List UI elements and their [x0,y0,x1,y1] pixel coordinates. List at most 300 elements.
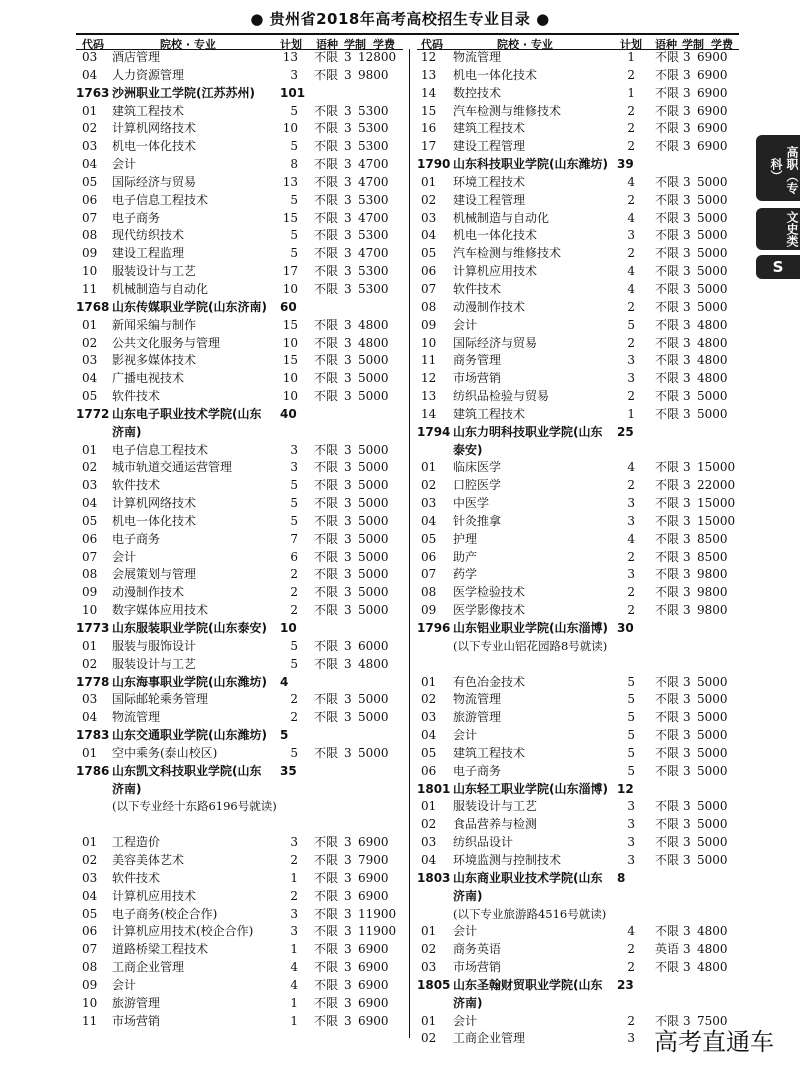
major-name: 市场营销 [453,371,502,386]
major-plan: 2 [290,710,298,725]
major-language: 不限 [314,870,339,885]
major-fee: 5300 [358,228,389,243]
major-name: 医学影像技术 [453,603,526,618]
major-plan: 2 [627,67,635,82]
major-code: 03 [82,353,98,368]
institution-plan: 5 [280,728,289,743]
major-name: 影视多媒体技术 [112,353,197,368]
major-language: 不限 [655,210,680,225]
major-code: 08 [82,960,98,975]
major-name: 公共文化服务与管理 [112,335,221,350]
institution-plan: 25 [617,424,634,439]
major-language: 不限 [314,567,339,582]
major-row [417,745,739,763]
major-name: 商务英语 [453,942,502,957]
major-language: 不限 [314,603,339,618]
major-row [417,674,739,692]
header-lang: 语种 [316,38,338,51]
major-years: 3 [344,228,352,243]
major-row [417,816,739,834]
major-plan: 6 [290,549,298,564]
major-code: 05 [82,389,98,404]
major-row [417,227,739,245]
major-code: 03 [82,870,98,885]
major-fee: 5000 [697,264,728,279]
major-row [76,67,403,85]
major-name: 针灸推拿 [453,513,502,528]
major-row [417,852,739,870]
major-language: 不限 [314,264,339,279]
major-row [417,531,739,549]
major-language: 不限 [314,389,339,404]
major-name: 市场营销 [112,1013,161,1028]
major-language: 不限 [655,121,680,136]
major-years: 3 [344,67,352,82]
major-plan: 5 [627,317,635,332]
major-language: 不限 [314,906,339,921]
column-header-left [76,36,403,49]
major-years: 3 [344,745,352,760]
major-name: 电子商务(校企合作) [112,906,218,921]
major-years: 3 [683,174,691,189]
major-years: 3 [683,389,691,404]
institution-code: 1790 [417,157,451,172]
major-name: 计算机网络技术 [112,496,197,511]
institution-name: 山东科技职业学院(山东潍坊) [453,157,608,172]
major-language: 不限 [314,924,339,939]
major-row [76,638,403,656]
major-fee: 6900 [358,942,389,957]
major-plan: 2 [627,192,635,207]
major-fee: 5000 [697,710,728,725]
major-language: 不限 [314,50,339,64]
major-row [417,834,739,852]
major-code: 01 [82,835,98,850]
institution-code: 1778 [76,674,110,689]
major-name: 会计 [112,157,137,172]
major-name: 广播电视技术 [112,371,185,386]
major-years: 3 [344,50,352,64]
institution-name: 山东轻工职业学院(山东淄博) [453,781,608,796]
major-years: 3 [344,121,352,136]
major-plan: 10 [282,335,298,350]
major-code: 09 [421,603,437,618]
major-fee: 5300 [358,192,389,207]
major-years: 3 [344,585,352,600]
major-code: 10 [421,335,437,350]
major-fee: 5000 [358,603,389,618]
major-plan: 10 [282,389,298,404]
major-language: 不限 [314,496,339,511]
major-code: 05 [82,174,98,189]
header-code: 代码 [82,38,104,51]
major-name: 计算机应用技术 [453,264,538,279]
major-language: 不限 [655,763,680,778]
major-name: 软件技术 [453,281,502,296]
major-plan: 3 [290,835,298,850]
major-fee: 5000 [697,228,728,243]
major-language: 不限 [314,67,339,82]
major-years: 3 [683,460,691,475]
major-plan: 5 [290,228,298,243]
major-row [76,317,403,335]
major-row [76,120,403,138]
major-plan: 3 [627,1031,635,1046]
major-fee: 4700 [358,210,389,225]
major-fee: 7500 [697,1013,728,1028]
major-plan: 3 [627,567,635,582]
major-plan: 5 [290,139,298,154]
major-code: 03 [82,478,98,493]
major-name: 汽车检测与维修技术 [453,103,562,118]
major-name: 机电一体化技术 [112,139,197,154]
major-name: 计算机应用技术(校企合作) [112,924,254,939]
major-language: 不限 [655,478,680,493]
major-code: 12 [421,50,437,64]
major-fee: 5000 [697,745,728,760]
major-name: 中医学 [453,496,490,511]
major-plan: 5 [290,513,298,528]
major-row [417,85,739,103]
major-years: 3 [683,192,691,207]
major-code: 11 [82,281,98,296]
institution-code: 1786 [76,763,110,778]
institution-name: 山东海事职业学院(山东潍坊) [112,674,267,689]
major-plan: 2 [290,852,298,867]
major-name: 建设工程监理 [112,246,185,261]
major-row [76,1013,403,1031]
major-plan: 4 [627,264,635,279]
major-row [76,888,403,906]
major-code: 09 [82,585,98,600]
institution-name: 山东商业职业技术学院(山东济南) [453,870,603,903]
major-row [417,477,739,495]
major-language: 不限 [655,67,680,82]
major-name: 建设工程管理 [453,192,526,207]
major-language: 不限 [655,1013,680,1028]
major-years: 3 [683,567,691,582]
institution-plan: 40 [280,406,297,421]
major-plan: 2 [627,335,635,350]
major-row [76,281,403,299]
major-fee: 9800 [358,67,389,82]
major-code: 17 [421,139,437,154]
major-name: 会计 [112,977,137,992]
major-fee: 6000 [358,638,389,653]
major-years: 3 [344,246,352,261]
major-name: 物流管理 [112,710,161,725]
major-code: 14 [421,85,437,100]
major-language: 不限 [314,174,339,189]
major-plan: 10 [282,281,298,296]
major-row [76,210,403,228]
major-code: 01 [82,745,98,760]
major-plan: 3 [290,924,298,939]
major-name: 建筑工程技术 [453,406,526,421]
institution-row [417,977,739,1013]
major-fee: 6900 [697,50,728,64]
major-language: 不限 [314,852,339,867]
major-language: 不限 [314,317,339,332]
major-language: 不限 [655,460,680,475]
major-row [76,442,403,460]
major-years: 3 [344,1013,352,1028]
major-language: 不限 [655,50,680,64]
major-plan: 13 [282,174,298,189]
major-fee: 4800 [358,317,389,332]
major-code: 04 [82,157,98,172]
institution-row [417,870,739,906]
major-language: 不限 [314,995,339,1010]
major-row [76,566,403,584]
major-fee: 5000 [358,745,389,760]
major-years: 3 [344,906,352,921]
major-years: 3 [683,942,691,957]
major-row [76,691,403,709]
major-years: 3 [344,210,352,225]
major-years: 3 [683,549,691,564]
major-plan: 4 [627,924,635,939]
major-row [417,352,739,370]
major-language: 不限 [655,406,680,421]
major-language: 不限 [314,335,339,350]
major-code: 02 [421,692,437,707]
major-name: 国际经济与贸易 [453,335,538,350]
major-plan: 5 [627,692,635,707]
major-language: 不限 [314,478,339,493]
major-plan: 5 [290,478,298,493]
major-fee: 9800 [697,603,728,618]
major-row [76,959,403,977]
major-language: 不限 [314,353,339,368]
major-years: 3 [344,835,352,850]
major-name: 动漫制作技术 [453,299,526,314]
major-code: 06 [82,192,98,207]
major-years: 3 [683,85,691,100]
major-name: 会计 [112,549,137,564]
institution-code: 1773 [76,621,110,635]
major-fee: 5000 [697,835,728,850]
major-row [417,299,739,317]
major-plan: 1 [290,942,298,957]
major-row [76,977,403,995]
major-fee: 15000 [697,496,736,511]
header-lang: 语种 [655,38,677,51]
major-row [417,459,739,477]
major-years: 3 [344,852,352,867]
major-years: 3 [683,674,691,689]
major-fee: 5000 [358,371,389,386]
major-years: 3 [683,852,691,867]
title-rule [76,33,739,35]
major-name: 软件技术 [112,870,161,885]
major-fee: 8500 [697,549,728,564]
major-language: 不限 [314,139,339,154]
institution-row [76,763,403,799]
major-name: 护理 [453,531,478,546]
major-code: 01 [82,638,98,653]
major-row [76,477,403,495]
major-name: 工程造价 [112,835,161,850]
major-row [417,566,739,584]
major-language: 不限 [314,246,339,261]
major-fee: 11900 [358,906,397,921]
institution-code: 1783 [76,728,110,743]
major-plan: 2 [627,246,635,261]
major-row [417,120,739,138]
major-fee: 5000 [697,406,728,421]
major-plan: 3 [290,460,298,475]
major-code: 01 [421,460,437,475]
major-years: 3 [344,139,352,154]
major-fee: 5000 [697,389,728,404]
major-fee: 4800 [697,335,728,350]
major-code: 11 [82,1013,98,1028]
major-plan: 2 [627,549,635,564]
institution-name: 山东铝业职业学院(山东淄博) [453,621,608,635]
institution-name: 山东圣翰财贸职业学院(山东济南) [453,977,603,1010]
major-plan: 8 [290,157,298,172]
major-years: 3 [683,531,691,546]
major-fee: 4700 [358,246,389,261]
major-years: 3 [344,924,352,939]
major-plan: 5 [290,745,298,760]
institution-plan: 12 [617,781,634,796]
major-plan: 2 [290,567,298,582]
major-name: 口腔医学 [453,478,502,493]
major-plan: 3 [627,817,635,832]
column-divider [409,49,410,1038]
major-language: 不限 [655,496,680,511]
major-row [417,691,739,709]
major-plan: 4 [627,531,635,546]
major-plan: 7 [290,531,298,546]
major-plan: 2 [290,692,298,707]
major-name: 市场营销 [453,960,502,975]
major-language: 不限 [314,531,339,546]
major-language: 不限 [314,103,339,118]
institution-code: 1803 [417,870,451,885]
major-plan: 3 [627,371,635,386]
major-fee: 6900 [697,67,728,82]
institution-row [76,406,403,442]
major-language: 英语 [655,942,680,957]
major-name: 电子商务 [112,210,161,225]
major-code: 04 [82,496,98,511]
major-years: 3 [683,817,691,832]
major-code: 10 [82,995,98,1010]
major-fee: 4800 [697,924,728,939]
major-fee: 5300 [358,264,389,279]
major-code: 09 [82,977,98,992]
major-code: 05 [421,246,437,261]
major-row [417,67,739,85]
major-years: 3 [683,264,691,279]
major-years: 3 [683,67,691,82]
major-code: 07 [82,210,98,225]
major-fee: 6900 [697,121,728,136]
major-name: 电子商务 [453,763,502,778]
major-code: 08 [421,299,437,314]
major-name: 环境监测与控制技术 [453,852,562,867]
major-code: 04 [421,728,437,743]
major-fee: 6900 [697,139,728,154]
major-name: 计算机网络技术 [112,121,197,136]
major-code: 04 [421,513,437,528]
major-name: 会计 [453,924,478,939]
major-name: 城市轨道交通运营管理 [112,460,233,475]
major-fee: 5000 [697,210,728,225]
major-code: 05 [82,906,98,921]
institution-plan: 4 [280,674,289,689]
header-plan: 计划 [620,38,642,51]
institution-name: 山东交通职业学院(山东潍坊) [112,728,267,743]
major-fee: 6900 [697,85,728,100]
major-code: 05 [421,745,437,760]
major-name: 有色冶金技术 [453,674,526,689]
major-row [417,602,739,620]
major-plan: 2 [627,603,635,618]
major-row [417,584,739,602]
major-plan: 10 [282,121,298,136]
major-name: 临床医学 [453,460,502,475]
major-plan: 1 [290,870,298,885]
institution-plan: 35 [280,763,297,778]
major-row [76,995,403,1013]
major-language: 不限 [314,228,339,243]
major-name: 电子信息工程技术 [112,192,209,207]
major-code: 09 [82,246,98,261]
institution-plan: 10 [280,621,297,635]
major-plan: 2 [627,1013,635,1028]
major-language: 不限 [655,389,680,404]
major-plan: 2 [627,299,635,314]
major-row [417,513,739,531]
major-plan: 4 [627,210,635,225]
major-name: 电子商务 [112,531,161,546]
major-row [417,210,739,228]
major-name: 汽车检测与维修技术 [453,246,562,261]
major-language: 不限 [655,692,680,707]
major-years: 3 [344,371,352,386]
institution-plan: 101 [280,85,306,100]
major-language: 不限 [655,852,680,867]
major-code: 05 [421,531,437,546]
major-plan: 3 [290,906,298,921]
institution-row [417,156,739,174]
major-language: 不限 [314,210,339,225]
major-name: 建筑工程技术 [453,745,526,760]
major-fee: 5000 [358,710,389,725]
major-years: 3 [344,995,352,1010]
header-fee: 学费 [373,38,395,51]
major-fee: 6900 [697,103,728,118]
major-name: 动漫制作技术 [112,585,185,600]
left-column [76,49,403,1030]
major-code: 02 [421,478,437,493]
major-plan: 1 [627,406,635,421]
major-years: 3 [683,139,691,154]
major-row [417,49,739,67]
campus-note [76,798,403,834]
major-plan: 4 [627,174,635,189]
major-code: 07 [421,281,437,296]
major-name: 环境工程技术 [453,174,526,189]
major-years: 3 [683,763,691,778]
major-row [76,834,403,852]
major-name: 纺织品设计 [453,835,514,850]
major-code: 04 [82,710,98,725]
